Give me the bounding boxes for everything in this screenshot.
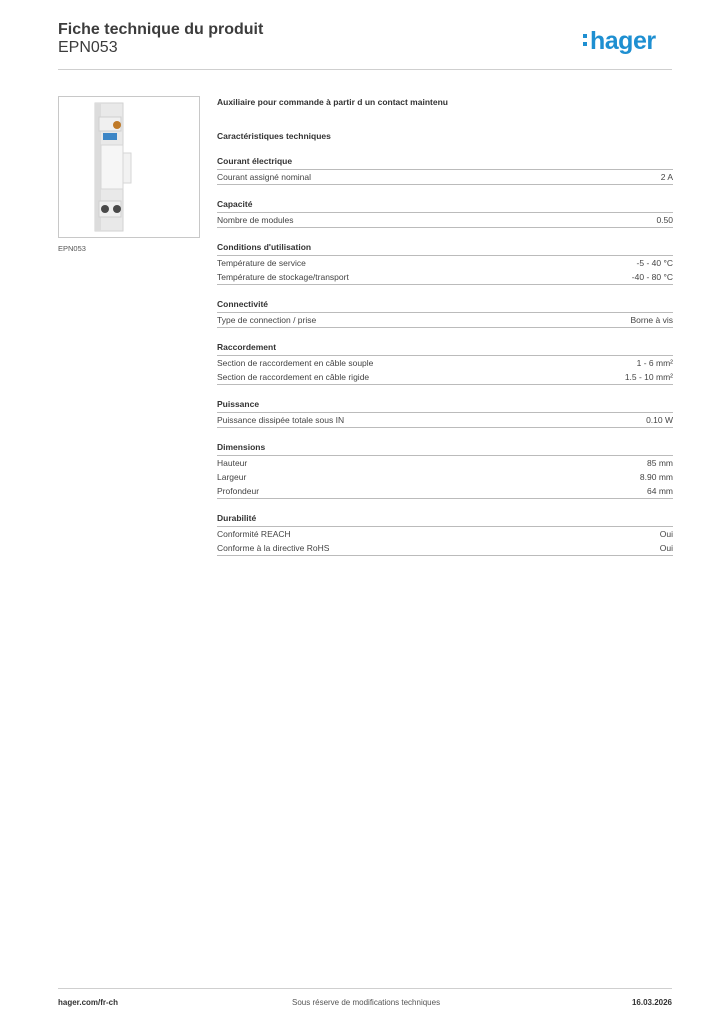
spec-label: Nombre de modules <box>217 215 294 225</box>
spec-group <box>217 513 673 556</box>
spec-group-divider <box>217 555 673 556</box>
product-image <box>58 96 200 238</box>
spec-label: Section de raccordement en câble rigide <box>217 372 370 382</box>
footer-disclaimer: Sous réserve de modifications techniques <box>292 998 441 1007</box>
spec-value: 0.50 <box>656 215 673 225</box>
spec-value: 2 A <box>660 172 673 182</box>
spec-label: Type de connection / prise <box>217 315 317 325</box>
spec-group-divider <box>217 427 673 428</box>
spec-value: 85 mm <box>647 458 673 468</box>
spec-label: Section de raccordement en câble souple <box>217 358 374 368</box>
header-divider <box>58 69 672 70</box>
specs-heading: Caractéristiques techniques <box>217 131 331 141</box>
spec-row <box>217 356 673 370</box>
spec-group <box>217 299 673 328</box>
spec-group-divider <box>217 384 673 385</box>
spec-row <box>217 313 673 327</box>
spec-row <box>217 213 673 227</box>
spec-row <box>217 413 673 427</box>
spec-value: 1.5 - 10 mm² <box>624 372 673 382</box>
spec-group-title: Raccordement <box>217 342 673 356</box>
footer-website: hager.com/fr-ch <box>58 998 119 1007</box>
spec-group-divider <box>217 327 673 328</box>
logo-text: hager <box>590 27 656 55</box>
spec-group-title: Puissance <box>217 399 673 413</box>
spec-group-divider <box>217 184 673 185</box>
spec-row <box>217 470 673 484</box>
spec-value: Oui <box>659 543 673 553</box>
spec-value: 1 - 6 mm² <box>636 358 673 368</box>
spec-group <box>217 342 673 385</box>
page-title: Fiche technique du produit <box>58 21 264 38</box>
modular-device-icon <box>59 97 199 237</box>
spec-group-title: Conditions d'utilisation <box>217 242 673 256</box>
spec-label: Température de service <box>217 258 306 268</box>
spec-label: Conformité REACH <box>217 529 291 539</box>
footer-divider <box>58 988 672 989</box>
spec-row <box>217 527 673 541</box>
spec-group-title: Courant électrique <box>217 156 673 170</box>
spec-group <box>217 156 673 185</box>
spec-group <box>217 442 673 499</box>
spec-value: -5 - 40 °C <box>636 258 673 268</box>
spec-label: Conforme à la directive RoHS <box>217 543 330 553</box>
spec-value: Borne à vis <box>630 315 673 325</box>
spec-value: 8.90 mm <box>639 472 673 482</box>
product-description: Auxiliaire pour commande à partir d un contact maintenu <box>217 97 448 107</box>
spec-value: 64 mm <box>647 486 673 496</box>
spec-group-title: Durabilité <box>217 513 673 527</box>
spec-row <box>217 256 673 270</box>
hager-logo <box>590 27 656 55</box>
spec-row <box>217 484 673 498</box>
spec-group-divider <box>217 227 673 228</box>
logo-dots-icon <box>583 34 587 50</box>
spec-group <box>217 242 673 285</box>
product-code: EPN053 <box>58 39 118 56</box>
footer-date: 16.03.2026 <box>631 998 672 1007</box>
spec-group-divider <box>217 284 673 285</box>
spec-value: -40 - 80 °C <box>631 272 673 282</box>
spec-group <box>217 199 673 228</box>
spec-label: Température de stockage/transport <box>217 272 349 282</box>
spec-group-title: Dimensions <box>217 442 673 456</box>
spec-label: Puissance dissipée totale sous IN <box>217 415 345 425</box>
spec-panel <box>217 96 673 556</box>
spec-value: 0.10 W <box>646 415 673 425</box>
spec-groups <box>217 156 673 556</box>
spec-label: Hauteur <box>217 458 248 468</box>
spec-group <box>217 399 673 428</box>
spec-row <box>217 170 673 184</box>
spec-group-divider <box>217 498 673 499</box>
spec-label: Profondeur <box>217 486 260 496</box>
spec-row <box>217 270 673 284</box>
product-image-caption: EPN053 <box>58 244 86 253</box>
spec-row <box>217 541 673 555</box>
spec-group-title: Connectivité <box>217 299 673 313</box>
spec-value: Oui <box>659 529 673 539</box>
spec-label: Largeur <box>217 472 247 482</box>
spec-row <box>217 370 673 384</box>
spec-group-title: Capacité <box>217 199 673 213</box>
spec-row <box>217 456 673 470</box>
spec-label: Courant assigné nominal <box>217 172 312 182</box>
